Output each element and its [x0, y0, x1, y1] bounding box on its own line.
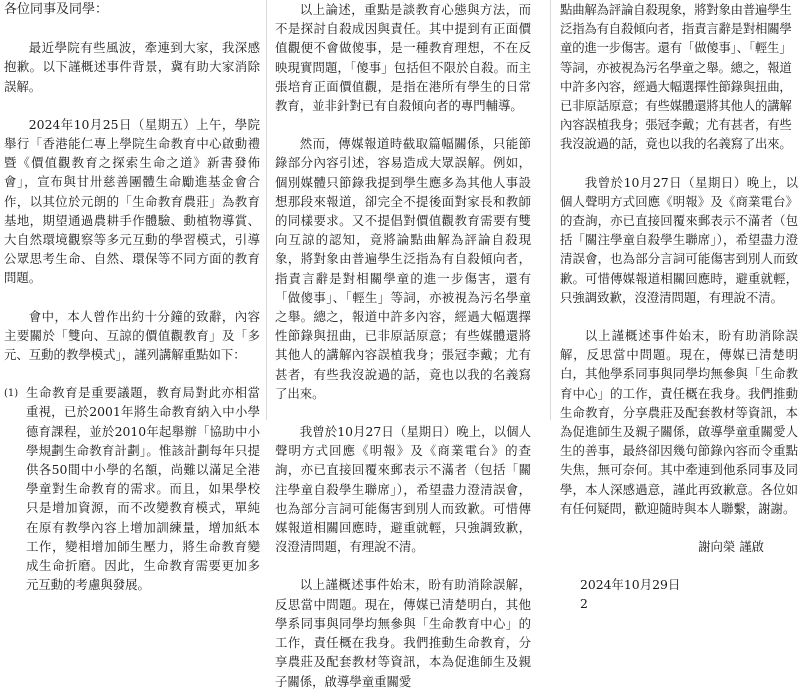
column-2: [275, 0, 531, 689]
page-number: 2: [580, 596, 588, 612]
paragraph-statement-response: 我曾於10月27日（星期日）晚上，以個人聲明方式回應《明報》及《商業電台》的查詢，亦已直接回覆來郵表示不滿者（包括「關注學童自殺學生聯席」），希望盡力澄清誤會，也為部分言詞可能傷害到別人而致歉。可惜傳媒報道相關回應時，避重就輕，只強調致歉，沒澄清問題，有理說不清。: [560, 174, 798, 305]
letter-date: 2024年10月29日: [580, 577, 681, 593]
signature: 謝向榮 謹啟: [698, 539, 764, 555]
paragraph-continued: 點曲解為評論自殺現象，將對象由普遍學生泛指為有自殺傾向者，指責言辭是對相關學童的進一步傷害。還有「做傻事」、「輕生」等詞，亦被視為污名學童之舉。總之，報道中許多內容，經過大幅選擇性節錄與扭曲，已非原話原意；有些媒體還將其他人的講解內容誤植我身；張冠李戴；尤有甚者，有些我沒說過的話，竟也以我的名義寫了出來。: [560, 2, 792, 152]
column-1: [4, 0, 260, 593]
paragraph-closing: 以上謹概述事件始末，盼有助消除誤解，反思當中問題。現在，傳媒已清楚明白，其他學系同事與同學均無參與「生命教育中心」的工作，責任概在我身。我們推動生命教育，分享農莊及配套教材等資訊，本為促進師生及親子關係，啟導學童重關愛: [275, 577, 531, 689]
item-text: 生命教育是重要議題，教育局對此亦相當重視，已於2001年將生命教育納入中小學德育課程，並於2010年起舉辦「協助中小學規劃生命教育計劃」。惟該計劃每年只提供各50間中小學的名額，尚難以滿足全港學童對生命教育的需求。而且，如果學校只是增加資源，而不改變教育模式，單純在原有教學內容上增加訓練量，增加紙本工作，變相增加師生壓力，將生命教育變成生命折磨。因此，生命教育需要更加多元互動的考慮與發展。: [26, 385, 260, 593]
numbered-item: [4, 383, 260, 594]
paragraph-intro: 最近學院有些風波，牽連到大家，我深感抱歉。以下謹概述事件背景，冀有助大家消除誤解。: [4, 40, 260, 94]
column-divider: [550, 0, 551, 420]
paragraph-speech-summary: 會中，本人曾作出約十分鐘的致辭，內容主要關於「雙向、互諒的價值觀教育」及「多元、互動的教學模式」，謹列講解重點如下：: [4, 308, 260, 363]
paragraph-closing: 以上謹概述事件始末，盼有助消除誤解，反思當中問題。現在，傳媒已清楚明白，其他學系同事與同學均無參與「生命教育中心」的工作，責任概在我身。我們推動生命教育，分享農莊及配套教材等資訊，本為促進師生及親子關係，啟導學童重關愛人生的善事，最終卻因幾句節錄內容而令重點失焦，無可奈何。其中牽連到他系同事及同學，本人深感過意，謹此再致歉意。各位如有任何疑問，歡迎隨時與本人聯繫，謝謝。: [560, 328, 798, 516]
paragraph-event-background: 2024年10月25日（星期五）上午，學院舉行「香港能仁專上學院生命教育中心啟動禮暨《價值觀教育之探索生命之道》新書發佈會」，宣布與甘卅慈善團體生命勵進基金會合作，以其位於元朗的「生命教育農莊」為教育基地，期望通過農耕手作體驗、動植物導賞、大自然環境觀察等多元互動的學習模式，引導公眾思考生命、自然、環保等不同方面的教育問題。: [4, 116, 260, 286]
column-divider: [266, 0, 267, 420]
paragraph-discussion: 以上論述，重點是談教育心態與方法，而不是探討自殺成因與責任。其中提到有正面價值觀便不會做傻事，是一種教育理想，不在反映現實問題，「傻事」包括但不限於自殺。而主張培育正面價值觀，是指在港所有學生的日常教育，並非針對已有自殺傾向者的專門輔導。: [275, 2, 531, 114]
paragraph-media-misreport: 然而，傳媒報道時截取篇幅關係，只能節錄部分內容引述，容易造成大眾誤解。例如，個別媒體只節錄我提到學生應多為其他人事設想那段來報道，卻完全不提後面對家長和教師的同樣要求。又不提倡對價值觀教育需要有雙向互諒的認知，竟將論點曲解為評論自殺現象，將對象由普遍學生泛指為有自殺傾向者，指責言辭是對相關學童的進一步傷害，還有「做傻事」、「輕生」等詞，亦被視為污名學童之舉。總之，報道中許多內容，經過大幅選擇性節錄與扭曲，已非原話原意；有些媒體還將其他人的講解內容誤植我身；張冠李戴；尤有甚者，有些我沒說過的話，竟也以我的名義寫了出來。: [275, 136, 531, 401]
salutation: 各位同事及同學：: [4, 2, 109, 17]
item-marker: (1): [4, 388, 19, 400]
paragraph-statement-response: 我曾於10月27日（星期日）晚上，以個人聲明方式回應《明報》及《商業電台》的查詢，亦已直接回覆來郵表示不滿者（包括「關注學童自殺學生聯席」），希望盡力澄清誤會，也為部分言詞可能傷害到別人而致歉。可惜傳媒報道相關回應時，避重就輕，只強調致歉，沒澄清問題，有理說不清。: [275, 424, 531, 555]
column-3: [560, 0, 798, 612]
